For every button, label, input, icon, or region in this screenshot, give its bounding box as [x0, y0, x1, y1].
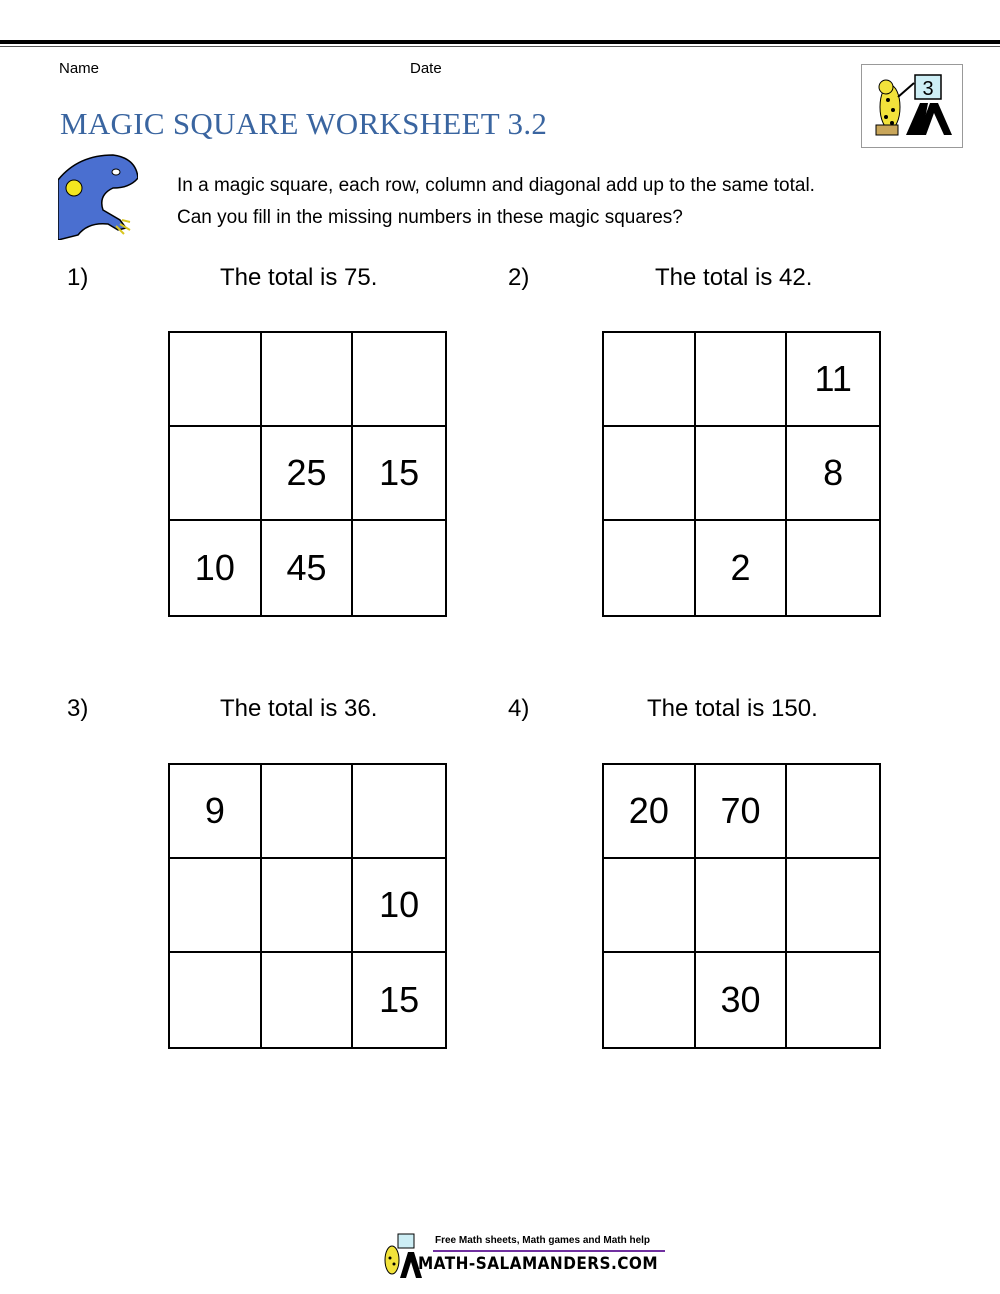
cell[interactable] — [604, 953, 696, 1047]
question-1-number: 1) — [67, 264, 89, 291]
date-label: Date — [410, 60, 442, 77]
cell[interactable] — [604, 859, 696, 953]
cell[interactable] — [787, 859, 879, 953]
cell[interactable]: 9 — [170, 765, 262, 859]
cell[interactable]: 45 — [262, 521, 354, 615]
cell[interactable]: 2 — [696, 521, 788, 615]
cell[interactable]: 20 — [604, 765, 696, 859]
cell[interactable] — [262, 859, 354, 953]
cell[interactable] — [170, 427, 262, 521]
question-4-total: The total is 150. — [647, 695, 818, 722]
top-rule — [0, 40, 1000, 44]
cell[interactable] — [787, 953, 879, 1047]
grade-badge: 3 — [922, 78, 934, 100]
cell[interactable] — [353, 765, 445, 859]
page-title: MAGIC SQUARE WORKSHEET 3.2 — [60, 106, 548, 141]
cell[interactable] — [604, 521, 696, 615]
instruction-line-1: In a magic square, each row, column and diagonal add up to the same total. — [177, 175, 815, 196]
question-3-total: The total is 36. — [220, 695, 378, 722]
cell[interactable] — [170, 859, 262, 953]
cell[interactable]: 30 — [696, 953, 788, 1047]
cell[interactable] — [696, 333, 788, 427]
magic-square-2 — [602, 331, 881, 617]
cell[interactable]: 15 — [379, 979, 420, 1020]
magic-square-3 — [168, 763, 447, 1049]
instruction-line-2: Can you fill in the missing numbers in these magic squares? — [177, 207, 683, 228]
cell[interactable] — [262, 333, 354, 427]
question-2-total: The total is 42. — [655, 264, 813, 291]
name-label: Name — [59, 60, 100, 77]
cell[interactable]: 10 — [353, 859, 445, 953]
cell[interactable] — [696, 427, 788, 521]
cell[interactable] — [353, 521, 445, 615]
cell[interactable]: 10 — [170, 521, 262, 615]
cell[interactable]: 11 — [787, 333, 879, 427]
question-1-total: The total is 75. — [220, 264, 378, 291]
question-4-number: 4) — [508, 695, 530, 722]
cell[interactable] — [787, 765, 879, 859]
cell[interactable] — [787, 521, 879, 615]
question-2-number: 2) — [508, 264, 530, 291]
cell[interactable]: 15 — [353, 427, 445, 521]
top-rule-thin — [0, 46, 1000, 47]
footer-site-name[interactable]: MATH-SALAMANDERS.COM — [418, 1254, 659, 1274]
cell[interactable] — [353, 333, 445, 427]
question-3-number: 3) — [67, 695, 89, 722]
magic-square-4 — [602, 763, 881, 1049]
grade-logo — [861, 64, 963, 148]
cell[interactable] — [604, 333, 696, 427]
magic-square-1 — [168, 331, 447, 617]
footer-divider — [433, 1250, 665, 1252]
cell[interactable]: 70 — [696, 765, 788, 859]
blue-salamander-icon — [58, 150, 138, 240]
cell[interactable] — [696, 859, 788, 953]
footer-logo[interactable] — [378, 1232, 678, 1282]
cell[interactable] — [170, 333, 262, 427]
cell[interactable] — [604, 427, 696, 521]
instructions — [177, 170, 815, 234]
footer-tagline: Free Math sheets, Math games and Math help — [435, 1235, 651, 1246]
cell[interactable] — [262, 765, 354, 859]
cell[interactable] — [170, 953, 262, 1047]
cell[interactable]: 8 — [787, 427, 879, 521]
cell[interactable] — [262, 953, 354, 1047]
salamander-easel-icon — [862, 65, 962, 147]
cell[interactable]: 25 — [262, 427, 354, 521]
